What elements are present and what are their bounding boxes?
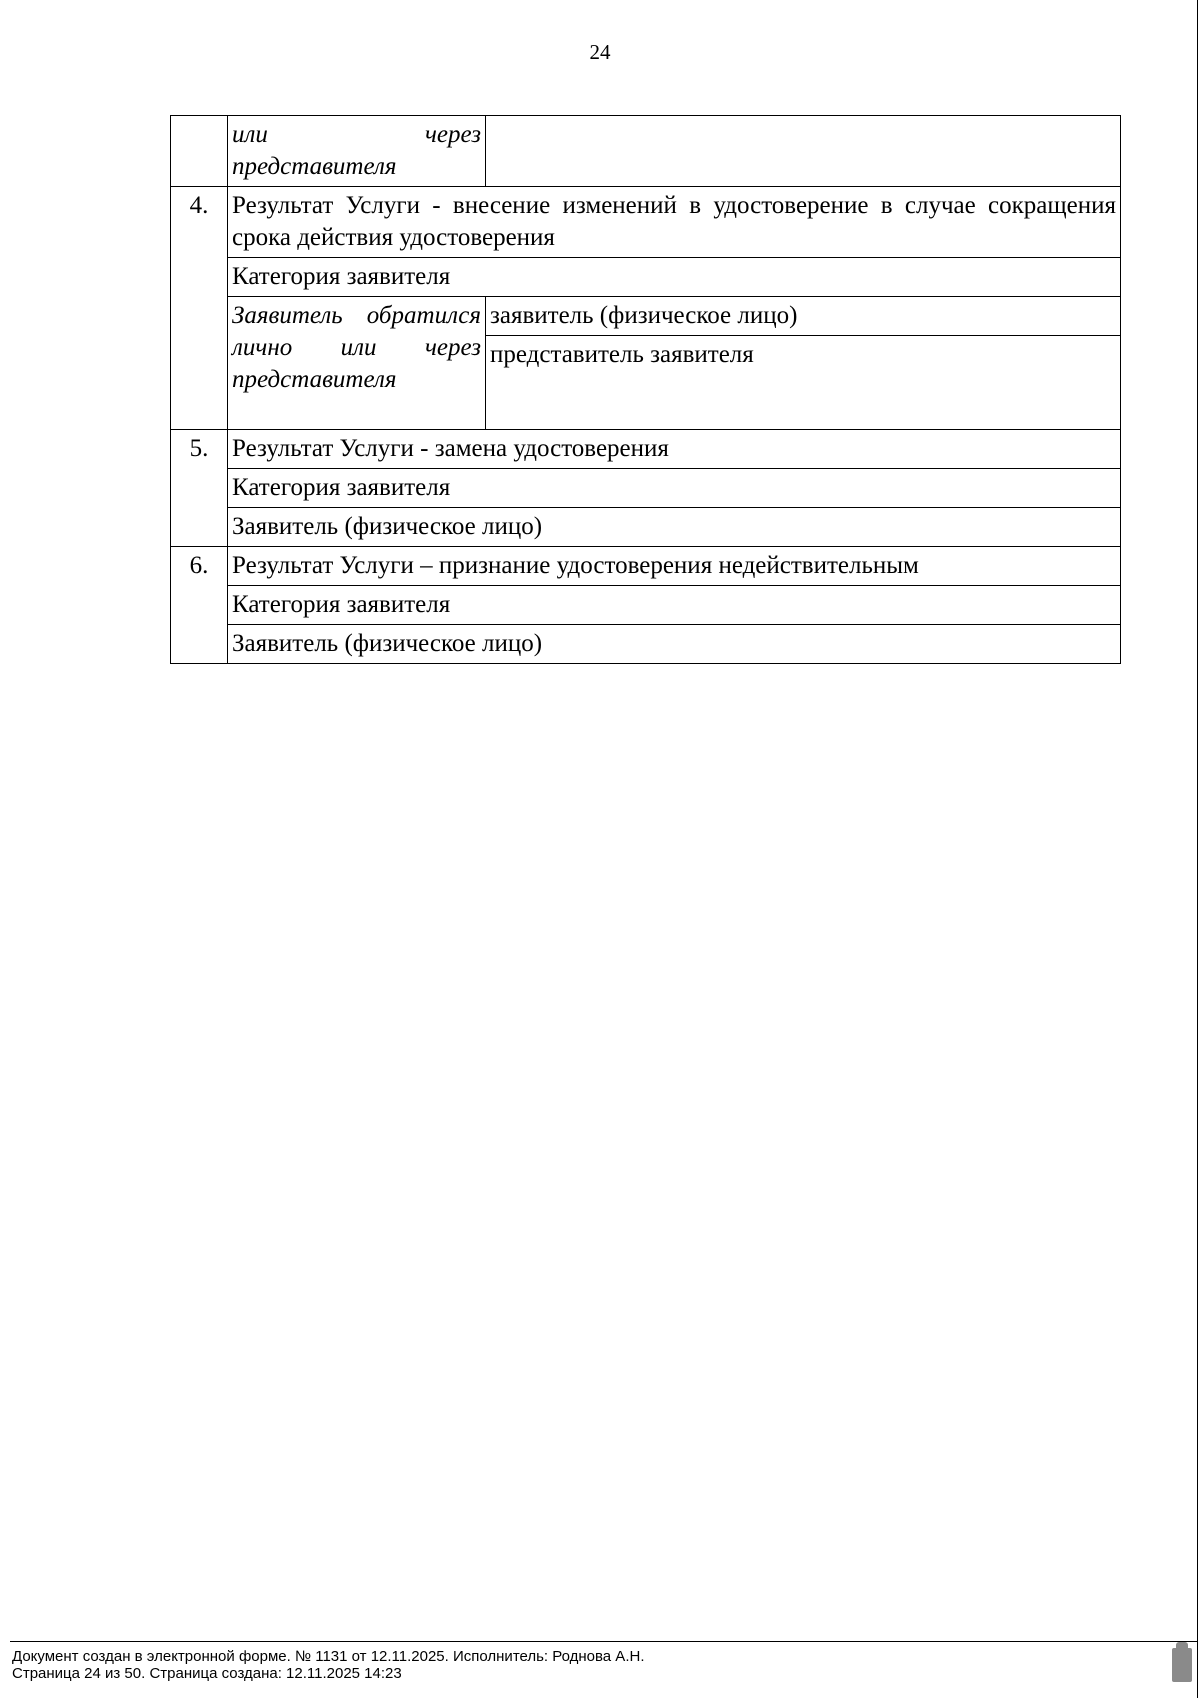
section-title-4: Результат Услуги - внесение изменений в удостоверение в случае сокращения срока действия удостоверения	[228, 187, 1121, 258]
coat-of-arms-icon	[1172, 1648, 1192, 1682]
applicant-5: Заявитель (физическое лицо)	[228, 508, 1121, 547]
section-number-6: 6.	[171, 547, 228, 664]
table-row	[171, 297, 1121, 336]
section-number-5: 5.	[171, 430, 228, 547]
criterion-cell-continued: или через представителя	[228, 116, 486, 187]
option-representative: представитель заявителя	[486, 336, 1121, 430]
footer-line-2: Страница 24 из 50. Страница создана: 12.11.2025 14:23	[12, 1665, 402, 1682]
table-row	[171, 469, 1121, 508]
criterion-cell-4: Заявитель обратился лично или через представителя	[228, 297, 486, 430]
document-footer	[12, 1648, 644, 1682]
category-label-4: Категория заявителя	[228, 258, 1121, 297]
footer-line-1: Документ создан в электронной форме. № 1131 от 12.11.2025. Исполнитель: Роднова А.Н.	[12, 1648, 645, 1665]
table-row	[171, 258, 1121, 297]
table-row	[171, 187, 1121, 258]
table-row	[171, 116, 1121, 187]
section-title-5: Результат Услуги - замена удостоверения	[228, 430, 1121, 469]
table-row	[171, 625, 1121, 664]
page-right-border	[1197, 0, 1198, 1698]
table-row	[171, 586, 1121, 625]
option-applicant: заявитель (физическое лицо)	[486, 297, 1121, 336]
category-label-5: Категория заявителя	[228, 469, 1121, 508]
num-cell-empty	[171, 116, 228, 187]
category-label-6: Категория заявителя	[228, 586, 1121, 625]
services-table	[170, 115, 1121, 664]
value-cell-empty	[486, 116, 1121, 187]
section-number-4: 4.	[171, 187, 228, 430]
applicant-6: Заявитель (физическое лицо)	[228, 625, 1121, 664]
table-row	[171, 430, 1121, 469]
footer-divider	[10, 1641, 1197, 1642]
table-row	[171, 547, 1121, 586]
section-title-6: Результат Услуги – признание удостоверения недействительным	[228, 547, 1121, 586]
page-number: 24	[589, 40, 611, 64]
table-row	[171, 508, 1121, 547]
